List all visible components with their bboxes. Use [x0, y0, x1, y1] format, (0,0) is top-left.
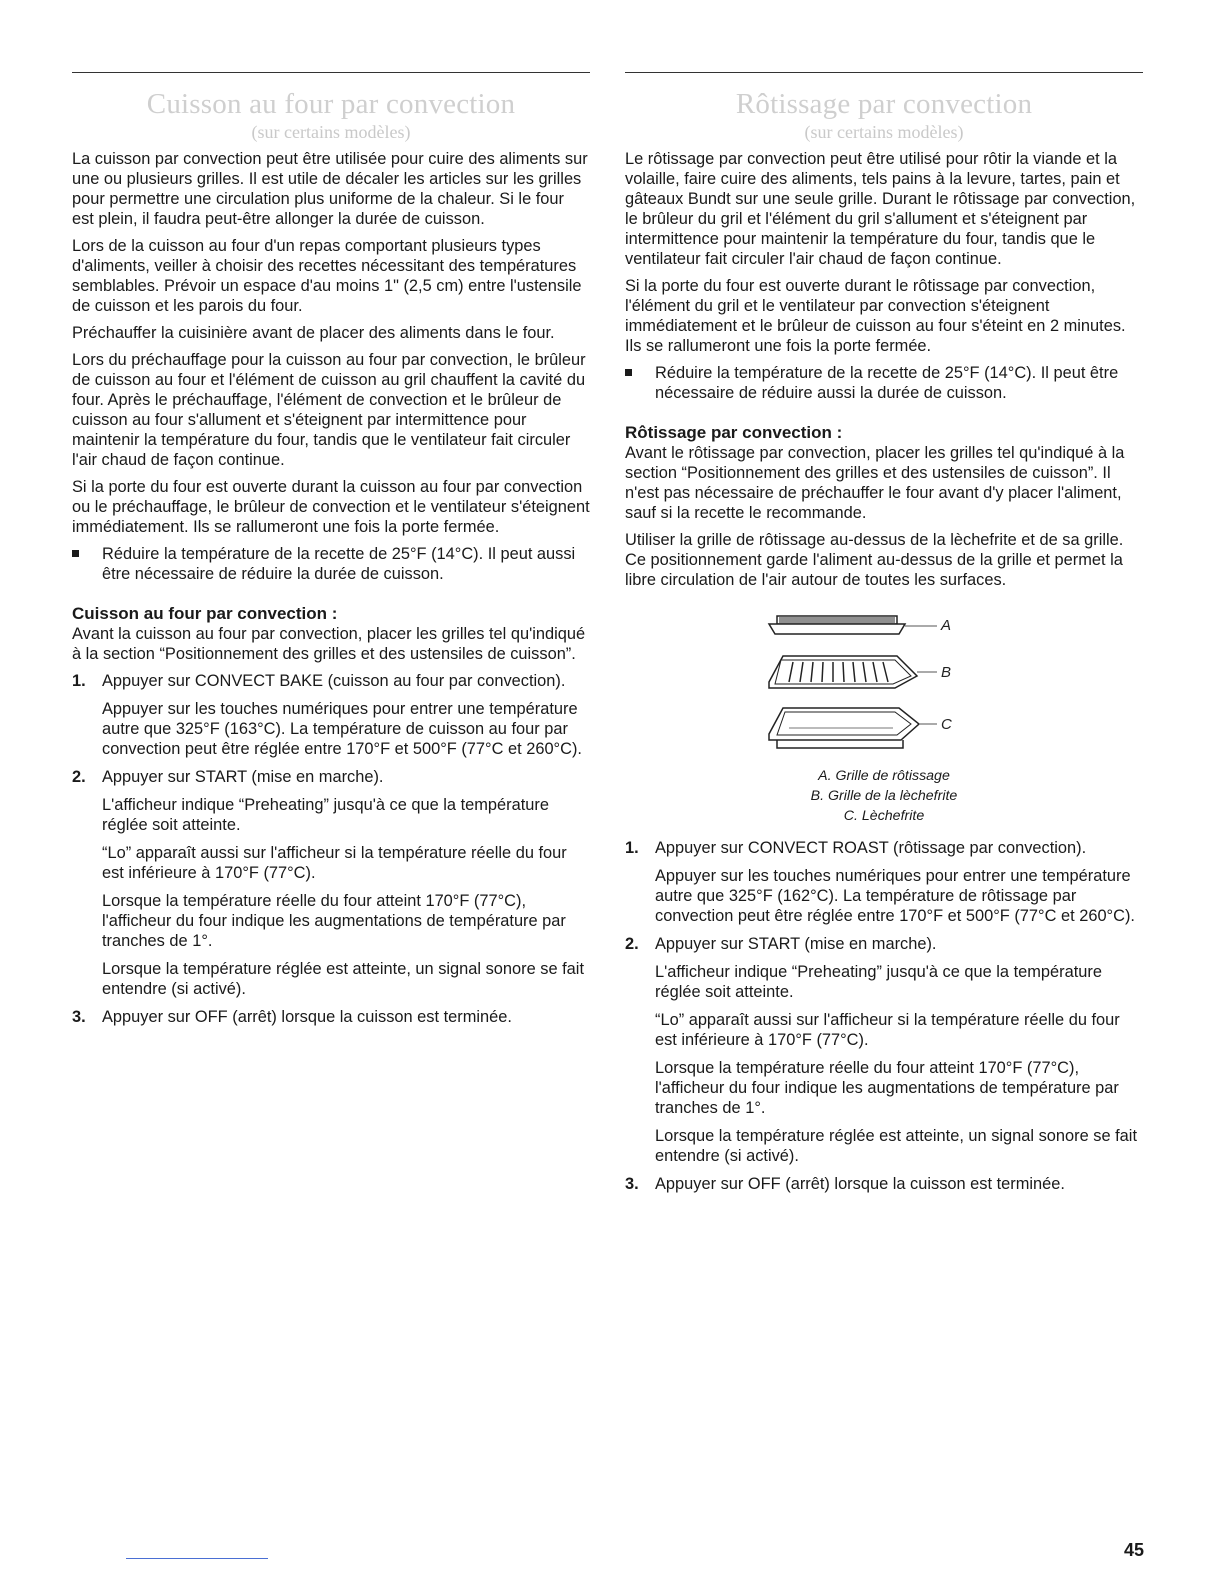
left-bullet: [72, 544, 590, 584]
left-section-title: Cuisson au four par convection: [146, 88, 516, 120]
right-step-3: [625, 1174, 1143, 1194]
left-intro: Avant la cuisson au four par convection, placer les grilles tel qu'indiqué à la section “Positionnement des grilles et des ustensiles de cuisson”.: [72, 625, 586, 663]
footer-rule: [126, 1558, 268, 1559]
roasting-rack-drawing: [769, 616, 937, 634]
figure-label-b: B: [941, 664, 952, 681]
step-line: Appuyer sur CONVECT ROAST (rôtissage par convection).: [655, 839, 1087, 857]
right-step-1: [625, 838, 1143, 926]
right-paragraph: Si la porte du four est ouverte durant le rôtissage par convection, l'élément du gril et le ventilateur par convection s'éteignent immédiatement et le brûleur de cuisson au four s'éteint en 2 minutes. Ils se rallumeront une fois la porte fermée.: [625, 277, 1126, 355]
right-subheading: Rôtissage par convection :: [625, 423, 843, 442]
caption-roasting-rack: A. Grille de rôtissage: [818, 768, 950, 784]
right-bullet: [625, 363, 1143, 403]
left-paragraph: La cuisson par convection peut être utilisée pour cuire des aliments sur une ou plusieurs grilles. Il est utile de décaler les articles sur les grilles pour permettre une circulation plus uniforme de la chaleur. Si le four est plein, il faudra peut-être allonger la durée de cuisson.: [72, 150, 588, 228]
left-step-1: [72, 671, 590, 759]
step-line: Appuyer sur OFF (arrêt) lorsque la cuisson est terminée.: [102, 1008, 512, 1026]
right-step-2: [625, 934, 1143, 1166]
right-paragraph: Le rôtissage par convection peut être utilisé pour rôtir la viande et la volaille, faire cuire des aliments, tels pains à la levure, tartes, pain et gâteaux Bundt sur une seule grille. Durant le rôtissage par convection, le brûleur du gril et l'élément du gril s'allument et s'éteignent par intermittence pour maintenir la température du four, tandis que le ventilateur fait circuler l'air chaud de façon continue.: [625, 150, 1136, 268]
step-line: Appuyer sur START (mise en marche).: [102, 768, 384, 786]
left-step-3: [72, 1007, 590, 1027]
right-intro: Utiliser la grille de rôtissage au-dessus de la lèchefrite et de sa grille. Ce positionnement garde l'aliment au-dessus de la grille et permet la libre circulation de l'air autour de toutes les surfaces.: [625, 531, 1124, 589]
figure-label-c: C: [941, 716, 952, 733]
step-line: Lorsque la température réelle du four atteint 170°F (77°C), l'afficheur du four indique les augmentations de température par tranches de 1°.: [655, 1059, 1119, 1117]
bullet-square-icon: [72, 550, 79, 557]
step-line: L'afficheur indique “Preheating” jusqu'à ce que la température réglée soit atteinte.: [102, 796, 549, 834]
step-line: Appuyer sur les touches numériques pour entrer une température autre que 325°F (163°C). La température de cuisson au four par convection peut être réglée entre 170°F et 500°F (77°C et 260°C).: [102, 700, 582, 758]
right-top-rule: [625, 72, 1143, 73]
left-section-subtitle: (sur certains modèles): [251, 122, 411, 142]
right-section-title: Rôtissage par convection: [735, 88, 1033, 120]
right-section-subtitle: (sur certains modèles): [804, 122, 964, 142]
right-column: [625, 72, 1143, 1202]
step-line: Lorsque la température réelle du four atteint 170°F (77°C), l'afficheur du four indique les augmentations de température par tranches de 1°.: [102, 892, 566, 950]
bullet-square-icon: [625, 369, 632, 376]
caption-broiler-grid: B. Grille de la lèchefrite: [810, 788, 958, 804]
step-line: Lorsque la température réglée est atteinte, un signal sonore se fait entendre (si activé).: [655, 1127, 1137, 1165]
step-number: 3.: [625, 1175, 639, 1193]
step-number: 1.: [625, 839, 639, 857]
step-line: Appuyer sur OFF (arrêt) lorsque la cuisson est terminée.: [655, 1175, 1065, 1193]
left-paragraph: Préchauffer la cuisinière avant de placer des aliments dans le four.: [72, 324, 555, 342]
step-number: 1.: [72, 672, 86, 690]
step-number: 2.: [625, 935, 639, 953]
right-intro: Avant le rôtissage par convection, placer les grilles tel qu'indiqué à la section “Positionnement des grilles et des ustensiles de cuisson”. Il n'est pas nécessaire de préchauffer le four avant d'y placer l'aliment, sauf si la recette le recommande.: [625, 444, 1125, 522]
page-number: 45: [1123, 1540, 1144, 1560]
left-bullet-text: Réduire la température de la recette de 25°F (14°C). Il peut aussi être nécessaire de réduire la durée de cuisson.: [102, 545, 576, 583]
step-number: 2.: [72, 768, 86, 786]
left-top-rule: [72, 72, 590, 73]
step-line: “Lo” apparaît aussi sur l'afficheur si la température réelle du four est inférieure à 170°F (77°C).: [102, 844, 567, 882]
broiler-pan-figure: [625, 604, 1143, 826]
step-line: Appuyer sur START (mise en marche).: [655, 935, 937, 953]
left-paragraph: Lors du préchauffage pour la cuisson au four par convection, le brûleur de cuisson au four et l'élément de cuisson au gril chauffent la cavité du four. Après le préchauffage, l'élément de convection et le brûleur de cuisson au four s'allument et s'éteignent par intermittence pour maintenir la température du four, tandis que le ventilateur fait circuler l'air chaud de façon continue.: [72, 351, 586, 469]
figure-captions: [625, 766, 1143, 826]
step-line: Appuyer sur CONVECT BAKE (cuisson au four par convection).: [102, 672, 566, 690]
left-step-2: [72, 767, 590, 999]
left-column: [72, 72, 590, 1035]
figure-label-a: A: [941, 617, 952, 634]
broiler-pan-drawing: [769, 708, 937, 748]
step-line: L'afficheur indique “Preheating” jusqu'à ce que la température réglée soit atteinte.: [655, 963, 1102, 1001]
step-line: Lorsque la température réglée est atteinte, un signal sonore se fait entendre (si activé).: [102, 960, 584, 998]
broiler-grid-drawing: [769, 656, 937, 688]
left-paragraph: Si la porte du four est ouverte durant la cuisson au four par convection ou le préchauffage, le brûleur de convection et le ventilateur s'éteignent immédiatement. Ils se rallumeront une fois la porte fermée.: [72, 478, 590, 536]
step-number: 3.: [72, 1008, 86, 1026]
left-subheading: Cuisson au four par convection :: [72, 604, 338, 623]
caption-broiler-pan: C. Lèchefrite: [843, 808, 925, 824]
step-line: Appuyer sur les touches numériques pour entrer une température autre que 325°F (162°C). La température de rôtissage par convection peut être réglée entre 170°F et 500°F (77°C et 260°C).: [655, 867, 1135, 925]
broiler-pan-illustration: [755, 604, 975, 754]
right-bullet-text: Réduire la température de la recette de 25°F (14°C). Il peut être nécessaire de réduire aussi la durée de cuisson.: [655, 364, 1119, 402]
left-paragraph: Lors de la cuisson au four d'un repas comportant plusieurs types d'aliments, veiller à choisir des recettes nécessitant des températures semblables. Prévoir un espace d'au moins 1" (2,5 cm) entre l'ustensile de cuisson et les parois du four.: [72, 237, 582, 315]
step-line: “Lo” apparaît aussi sur l'afficheur si la température réelle du four est inférieure à 170°F (77°C).: [655, 1011, 1120, 1049]
